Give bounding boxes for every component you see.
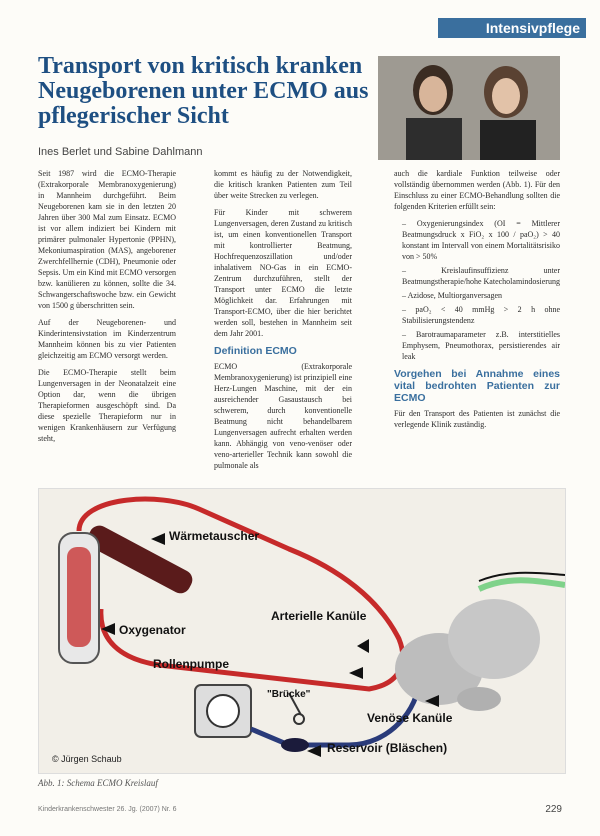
green-line [479,580,565,589]
author-photo [378,56,560,160]
bubbles-text: (Bläschen) [385,741,448,755]
list-item: – paO₂ < 40 mmHg > 2 h ohne Stabilisierungstendenz [402,304,560,326]
label-oxygenator: Oxygenator [119,623,186,637]
paragraph: Seit 1987 wird die ECMO-Therapie (Extrakorporale Membranoxygenierung) in Mannheim durchgeführt. Beim Neugeborenen kam sie in den letzten 20 Jahren über 300 Mal zum Einsatz. ECMO ist vor allem indiziert bei Kindern mit primärer pulmonaler Hypertonie (PPHN), Mekoniumaspiration (MAS), angeborener Zwerchfellhernie (CDH), Pneumonie oder Sepsis. Um ein Kind mit ECMO versorgen bzw. kanülieren zu können, sollte die 34. Schwangerschaftswoche bzw. ein Gewicht von 1500 g überschritten sein. [38,169,176,310]
paragraph: auch die kardiale Funktion teilweise oder vollständig übernommen werden (Abb. 1). Für den Einschluss zu einer ECMO-Behandlung sollten die folgenden Kriterien erfüllt sein: [394,169,560,211]
clamp-ring [294,714,304,724]
section-tag: Intensivpflege [438,18,586,38]
label-arterial-cannula: Arterielle Kanüle [271,609,367,623]
label-venous-cannula: Venöse Kanüle [367,711,453,725]
list-item: – Oxygenierungsindex (OI = Mittlerer Beatmungsdruck x FiO₂ x 100 / paO₂) > 40 konstant im Intervall von einem Mortalitätsrisiko von > 50% [402,218,560,262]
label-roller-pump: Rollenpumpe [153,657,230,671]
list-item: – Azidose, Multiorganversagen [402,290,560,301]
infant-body [448,599,540,679]
paragraph: Auf der Neugeborenen- und Kinderintensivstation im Kinderzentrum Mannheim können bis zu vier Patienten gleichzeitig am ECMO versorgt werden. [38,318,176,360]
author-photo-image [378,56,560,160]
journal-footer: Kinderkrankenschwester 26. Jg. (2007) Nr. 6 [38,806,177,813]
article-title: Transport von kritisch kranken Neugeborenen unter ECMO aus pflegerischer Sicht [38,53,369,129]
infant-arm [457,687,501,711]
page-number: 229 [545,804,562,815]
label-bridge: "Brücke" [267,689,311,700]
arrow-icon [357,639,369,653]
paragraph: ECMO (Extrakorporale Membranoxygenierung) ist prinzipiell eine Herz-Lungen Maschine, mit der ein ausreichender Gasaustausch bei schwerem, durch konventionelle Beatmung nicht behandelbarem Lungenversagen aufrecht erhalten werden kann. Abhängig von veno-venöser oder veno-arterieller Technik kann sowohl die pulmonale als [214,362,352,470]
paragraph: Für den Transport des Patienten ist zunächst die verlegende Klinik zuständig. [394,409,560,429]
pump-rotor [207,695,239,727]
reservoir-text: Reservoir [327,741,383,755]
ecmo-diagram-drawing [39,489,565,773]
article-authors: Ines Berlet und Sabine Dahlmann [38,146,203,158]
arterial-tube [79,499,403,689]
text-column-2 [214,168,352,477]
list-item: – Kreislaufinsuffizienz unter Beatmungstherapie/hohe Katecholamindosierung [402,265,560,287]
paragraph: Die ECMO-Therapie stellt beim Lungenversagen in der Neonatalzeit eine Option dar, wenn die übrigen Therapieformen ausgeschöpft sind. Da diese spezielle Therapieform nur in wenigen Krankenhäusern zur Verfügung steht, [38,368,176,443]
paragraph: kommt es häufig zu der Notwendigkeit, die kritisch kranken Patienten zum Teil über weite Strecken zu verlegen. [214,169,352,200]
arrow-icon [349,667,363,679]
label-heat-exchanger: Wärmetauscher [169,529,260,543]
text-column-1 [38,168,176,450]
ecmo-diagram [38,488,566,774]
figure-caption: Abb. 1: Schema ECMO Kreislauf [38,778,158,788]
section-heading: Definition ECMO [214,345,297,357]
section-heading: Vorgehen bei Annahme eines vital bedrohten Patienten zur ECMO [394,368,560,404]
list-item: – Barotraumaparameter z.B. interstitielles Emphysem, Pneumothorax, persistierendes air leak [402,329,560,362]
label-reservoir [327,741,447,755]
oxygenator-core [67,547,91,647]
text-column-3 [394,168,560,436]
paragraph: Für Kinder mit schwerem Lungenversagen, deren Zustand zu kritisch ist, um einen konventionellen Transport mit kontrollierter Beatmung, Hochfrequenzoszillation und/oder inhalativem NO-Gas in ein ECMO-Zentrum durchzuführen, stellt der Transport unter ECMO die letzte Möglichkeit dar. Erfahrungen mit Transport-ECMO, über die hier berichtet werden soll, bestehen in Mannheim seit dem Jahr 2001. [214,208,352,338]
arrow-icon [151,533,165,545]
reservoir-bladder [281,738,309,752]
figure-credit: © Jürgen Schaub [52,754,122,764]
criteria-list [394,218,560,362]
